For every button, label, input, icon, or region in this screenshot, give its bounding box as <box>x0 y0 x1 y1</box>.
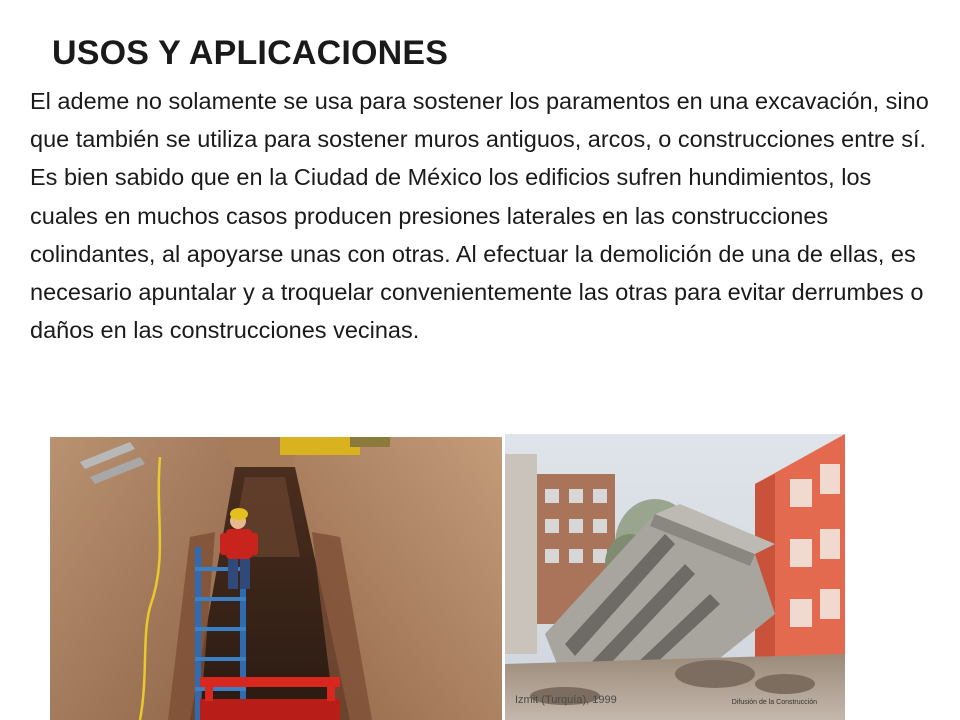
paragraph-1: El ademe no solamente se usa para sostener los paramentos en una excavación, sino que también se utiliza para sostener muros antiguos, arcos, o construcciones entre sí. <box>30 88 929 153</box>
trench-shoring-photo <box>50 437 502 720</box>
slide-body <box>30 82 930 349</box>
trench-illustration <box>50 437 502 720</box>
slide-title: USOS Y APLICACIONES <box>52 34 449 72</box>
collapsed-building-photo <box>505 434 845 720</box>
paragraph-2: Es bien sabido que en la Ciudad de México los edificios sufren hundimientos, los cuales en muchos casos producen presiones laterales en las construcciones colindantes, al apoyarse unas con otras. Al efectuar la demolición de una de ellas, es necesario apuntalar y a troquelar convenientemente las otras para evitar derrumbes o daños en las construcciones vecinas. <box>30 164 924 344</box>
collapsed-building-illustration <box>505 434 845 720</box>
photo-caption: Izmit (Turquía), 1999 <box>515 694 617 706</box>
photo-credit: Difusión de la Construcción <box>731 699 817 706</box>
